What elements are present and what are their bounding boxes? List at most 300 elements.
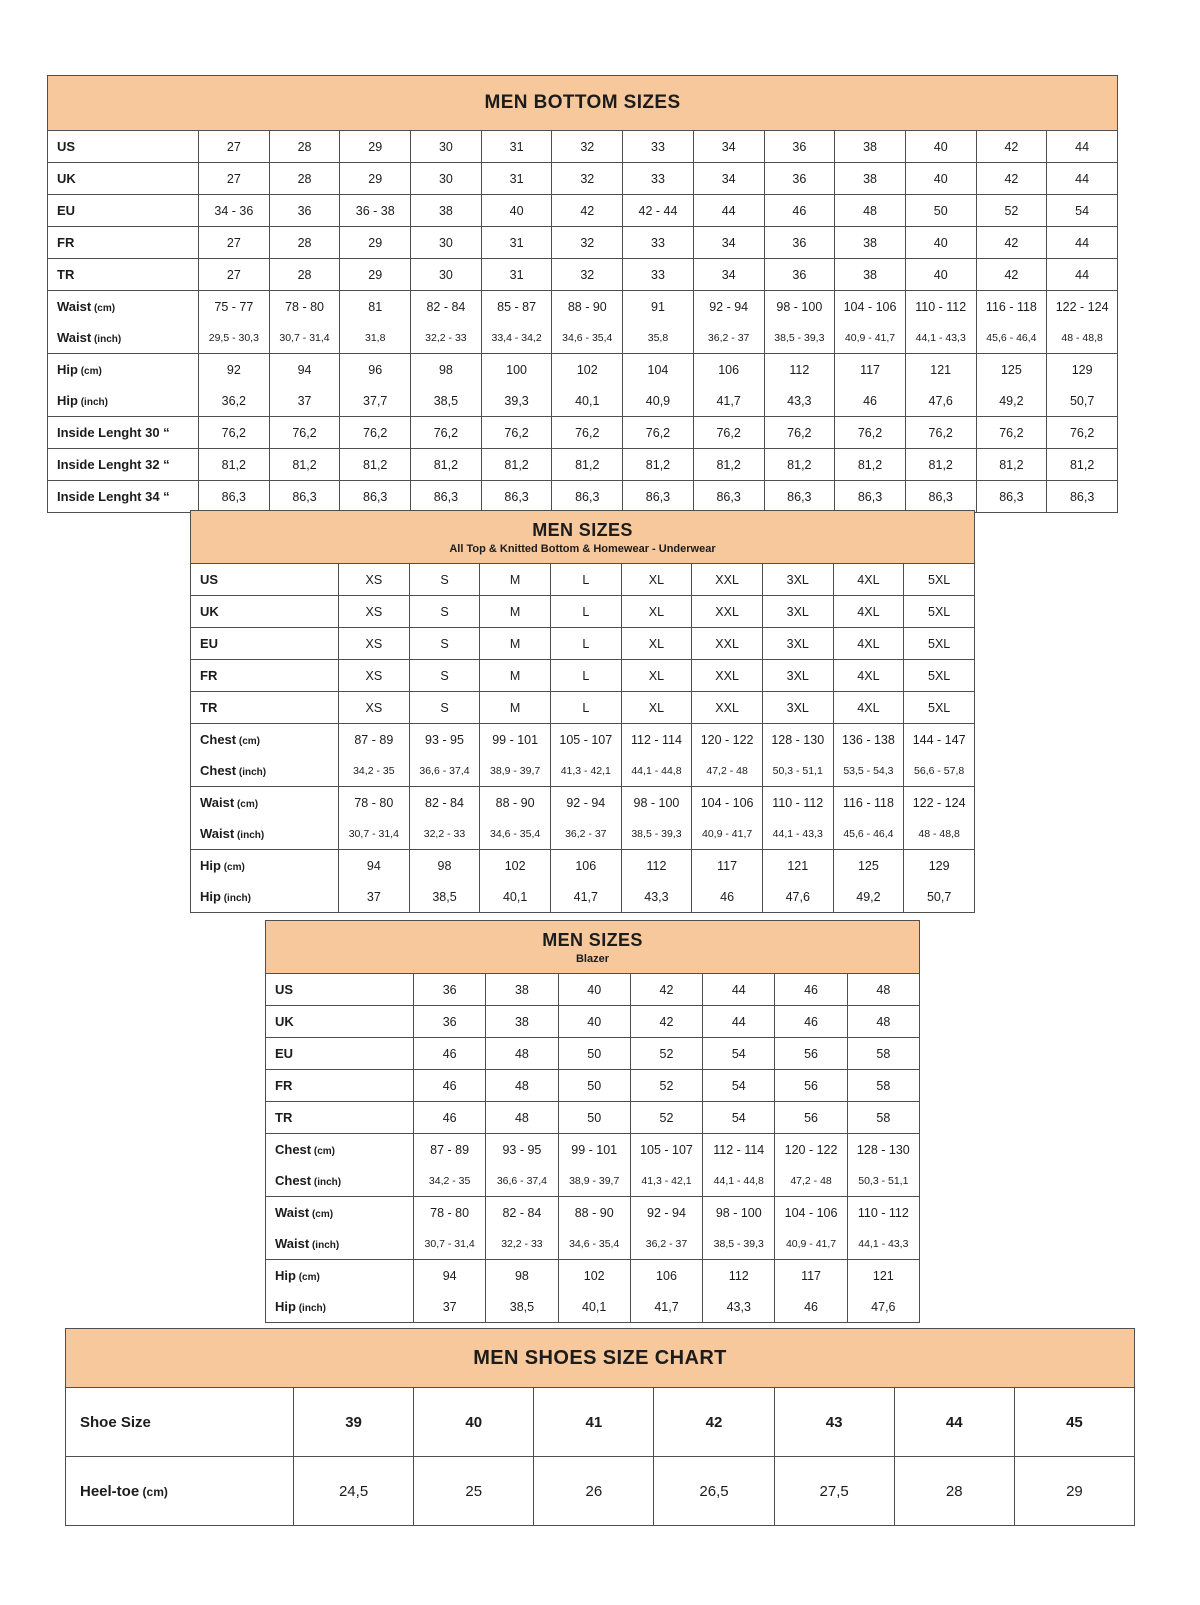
size-cell: 116 - 118 — [976, 291, 1047, 323]
size-cell: 86,3 — [764, 481, 835, 513]
size-cell: 52 — [630, 1070, 702, 1102]
row-label: UK — [48, 163, 199, 195]
size-cell: XL — [621, 628, 692, 660]
size-cell: 42 — [976, 227, 1047, 259]
size-cell: 38 — [486, 974, 558, 1006]
size-cell: 92 - 94 — [550, 787, 621, 819]
table-row — [191, 850, 975, 882]
table-row — [266, 1291, 920, 1323]
size-cell: 91 — [623, 291, 694, 323]
size-cell: 44 — [703, 1006, 775, 1038]
size-cell: 81,2 — [764, 449, 835, 481]
size-cell: 50 — [905, 195, 976, 227]
size-cell: M — [480, 660, 551, 692]
size-cell: 32 — [552, 259, 623, 291]
size-cell: 27,5 — [774, 1457, 894, 1526]
size-cell: 129 — [1047, 354, 1118, 386]
size-cell: 105 - 107 — [630, 1134, 702, 1166]
size-cell: 98 — [411, 354, 482, 386]
size-cell: 87 - 89 — [339, 724, 410, 756]
size-cell: XL — [621, 660, 692, 692]
size-cell: 46 — [775, 1291, 847, 1323]
size-cell: 76,2 — [199, 417, 270, 449]
size-cell: 76,2 — [835, 417, 906, 449]
size-cell: 43,3 — [764, 385, 835, 417]
size-cell: M — [480, 692, 551, 724]
men-shoes-size-chart-title: MEN SHOES SIZE CHART — [473, 1346, 727, 1369]
size-cell: 56,6 - 57,8 — [904, 755, 975, 787]
size-cell: 76,2 — [481, 417, 552, 449]
size-cell: L — [550, 628, 621, 660]
size-cell: 5XL — [904, 692, 975, 724]
table-row — [191, 660, 975, 692]
size-cell: 50 — [558, 1102, 630, 1134]
size-cell: 36,2 — [199, 385, 270, 417]
size-cell: 44,1 - 44,8 — [703, 1165, 775, 1197]
size-cell: 125 — [976, 354, 1047, 386]
size-cell: 86,3 — [623, 481, 694, 513]
size-cell: 34 — [693, 227, 764, 259]
row-label: FR — [266, 1070, 414, 1102]
size-cell: 38 — [486, 1006, 558, 1038]
row-label: Inside Lenght 32 “ — [48, 449, 199, 481]
size-cell: 117 — [775, 1260, 847, 1292]
size-cell: 94 — [414, 1260, 486, 1292]
row-label: Chest (inch) — [266, 1165, 414, 1197]
row-label: Waist (inch) — [266, 1228, 414, 1260]
size-cell: 86,3 — [1047, 481, 1118, 513]
size-cell: 30 — [411, 227, 482, 259]
size-cell: 76,2 — [764, 417, 835, 449]
size-cell: 38 — [411, 195, 482, 227]
size-cell: 98 - 100 — [703, 1197, 775, 1229]
size-cell: 29 — [1014, 1457, 1134, 1526]
size-cell: 46 — [414, 1070, 486, 1102]
size-cell: S — [409, 628, 480, 660]
size-cell: 36 — [414, 974, 486, 1006]
size-cell: 88 - 90 — [558, 1197, 630, 1229]
size-cell: 81,2 — [976, 449, 1047, 481]
size-cell: 36,2 - 37 — [630, 1228, 702, 1260]
size-cell: 58 — [847, 1102, 919, 1134]
size-cell: 104 - 106 — [835, 291, 906, 323]
size-cell: 44,1 - 44,8 — [621, 755, 692, 787]
size-cell: 40,9 - 41,7 — [835, 322, 906, 354]
size-cell: 112 — [703, 1260, 775, 1292]
men-shoes-size-chart — [65, 1328, 1135, 1526]
men-sizes-blazer-title: MEN SIZES — [542, 929, 643, 950]
size-cell: 27 — [199, 227, 270, 259]
size-cell: M — [480, 628, 551, 660]
size-cell: 38,5 — [409, 881, 480, 913]
size-cell: 44 — [1047, 259, 1118, 291]
men-shoes-size-chart-table — [65, 1328, 1135, 1526]
size-cell: 27 — [199, 259, 270, 291]
size-cell: XXL — [692, 628, 763, 660]
size-cell: 88 - 90 — [480, 787, 551, 819]
size-cell: 5XL — [904, 660, 975, 692]
size-cell: 54 — [703, 1102, 775, 1134]
size-cell: 102 — [552, 354, 623, 386]
size-cell: XS — [339, 628, 410, 660]
size-cell: 42 — [976, 163, 1047, 195]
size-cell: 104 — [623, 354, 694, 386]
men-sizes-tops-subtitle: All Top & Knitted Bottom & Homewear - Underwear — [449, 542, 716, 555]
size-cell: 48 — [486, 1102, 558, 1134]
size-cell: 46 — [775, 1006, 847, 1038]
size-cell: 76,2 — [552, 417, 623, 449]
table-row — [66, 1388, 1135, 1457]
table-row — [191, 692, 975, 724]
size-cell: 34,2 - 35 — [414, 1165, 486, 1197]
size-cell: 78 - 80 — [339, 787, 410, 819]
size-cell: 94 — [339, 850, 410, 882]
table-row — [191, 755, 975, 787]
size-cell: 40 — [905, 163, 976, 195]
size-cell: 37 — [269, 385, 340, 417]
size-cell: 54 — [703, 1070, 775, 1102]
men-sizes-blazer-table — [265, 920, 920, 1323]
size-cell: 38,9 - 39,7 — [558, 1165, 630, 1197]
size-cell: 38,5 — [411, 385, 482, 417]
size-cell: 32 — [552, 163, 623, 195]
table-row — [266, 1102, 920, 1134]
size-cell: 46 — [835, 385, 906, 417]
size-cell: 38 — [835, 163, 906, 195]
size-cell: 98 - 100 — [764, 291, 835, 323]
table-row — [266, 1228, 920, 1260]
table-row — [48, 227, 1118, 259]
size-cell: 110 - 112 — [847, 1197, 919, 1229]
size-cell: 36,2 - 37 — [550, 818, 621, 850]
size-cell: 32,2 - 33 — [486, 1228, 558, 1260]
size-cell: 86,3 — [976, 481, 1047, 513]
size-cell: XS — [339, 596, 410, 628]
men-bottom-sizes-table — [47, 75, 1118, 513]
size-cell: 47,2 - 48 — [692, 755, 763, 787]
size-cell: 38,5 - 39,3 — [621, 818, 692, 850]
size-cell: 47,6 — [847, 1291, 919, 1323]
size-cell: 40,1 — [558, 1291, 630, 1323]
size-cell: 48 - 48,8 — [904, 818, 975, 850]
size-cell: 128 - 130 — [762, 724, 833, 756]
size-cell: 34 — [693, 259, 764, 291]
size-cell: 45,6 - 46,4 — [976, 322, 1047, 354]
size-cell: 82 - 84 — [486, 1197, 558, 1229]
size-cell: XS — [339, 564, 410, 596]
men-sizes-tops-header — [191, 511, 975, 564]
size-cell: 86,3 — [199, 481, 270, 513]
table-row — [191, 787, 975, 819]
row-label: UK — [191, 596, 339, 628]
size-cell: S — [409, 660, 480, 692]
size-cell: S — [409, 564, 480, 596]
size-cell: 40 — [558, 1006, 630, 1038]
size-cell: 49,2 — [833, 881, 904, 913]
size-cell: 86,3 — [693, 481, 764, 513]
size-cell: 39 — [294, 1388, 414, 1457]
men-sizes-blazer-header — [266, 921, 920, 974]
size-cell: 48 — [847, 974, 919, 1006]
size-cell: 102 — [480, 850, 551, 882]
table-row — [191, 564, 975, 596]
size-cell: 129 — [904, 850, 975, 882]
size-cell: 54 — [1047, 195, 1118, 227]
size-cell: XS — [339, 660, 410, 692]
size-cell: 49,2 — [976, 385, 1047, 417]
size-cell: 37 — [414, 1291, 486, 1323]
size-cell: XS — [339, 692, 410, 724]
size-cell: 58 — [847, 1070, 919, 1102]
size-cell: 40 — [905, 227, 976, 259]
row-label: Hip (inch) — [191, 881, 339, 913]
size-cell: 40,1 — [480, 881, 551, 913]
size-cell: 86,3 — [340, 481, 411, 513]
row-label: Waist (inch) — [191, 818, 339, 850]
size-cell: 86,3 — [835, 481, 906, 513]
row-label: FR — [191, 660, 339, 692]
row-label: Hip (inch) — [48, 385, 199, 417]
size-cell: 120 - 122 — [692, 724, 763, 756]
size-cell: M — [480, 596, 551, 628]
table-row — [48, 417, 1118, 449]
size-cell: S — [409, 596, 480, 628]
table-row — [48, 131, 1118, 163]
size-cell: 76,2 — [976, 417, 1047, 449]
size-cell: 3XL — [762, 660, 833, 692]
size-cell: 29 — [340, 259, 411, 291]
row-label: EU — [48, 195, 199, 227]
size-cell: 26 — [534, 1457, 654, 1526]
size-cell: 52 — [630, 1102, 702, 1134]
size-cell: 105 - 107 — [550, 724, 621, 756]
size-cell: 44 — [693, 195, 764, 227]
size-cell: 30 — [411, 259, 482, 291]
size-cell: L — [550, 596, 621, 628]
row-label: Chest (cm) — [266, 1134, 414, 1166]
size-cell: 38 — [835, 227, 906, 259]
size-cell: 33 — [623, 163, 694, 195]
size-cell: 112 - 114 — [621, 724, 692, 756]
size-cell: 42 — [630, 974, 702, 1006]
size-cell: 41 — [534, 1388, 654, 1457]
size-cell: 33 — [623, 259, 694, 291]
size-cell: 82 - 84 — [411, 291, 482, 323]
size-cell: 46 — [414, 1038, 486, 1070]
size-cell: 4XL — [833, 692, 904, 724]
row-label: TR — [48, 259, 199, 291]
size-cell: 46 — [764, 195, 835, 227]
size-cell: 44 — [1047, 131, 1118, 163]
size-cell: 76,2 — [340, 417, 411, 449]
size-cell: 29 — [340, 227, 411, 259]
men-bottom-sizes-header — [48, 76, 1118, 131]
size-cell: 42 — [654, 1388, 774, 1457]
size-cell: 52 — [976, 195, 1047, 227]
size-cell: 32,2 - 33 — [409, 818, 480, 850]
size-cell: 35,8 — [623, 322, 694, 354]
size-cell: 30 — [411, 163, 482, 195]
size-cell: 3XL — [762, 596, 833, 628]
size-cell: 48 — [486, 1038, 558, 1070]
size-cell: 76,2 — [693, 417, 764, 449]
size-cell: 92 - 94 — [693, 291, 764, 323]
size-cell: 43,3 — [621, 881, 692, 913]
size-cell: 41,3 - 42,1 — [630, 1165, 702, 1197]
size-cell: 93 - 95 — [486, 1134, 558, 1166]
table-row — [266, 1038, 920, 1070]
size-cell: 81,2 — [693, 449, 764, 481]
row-label: Waist (cm) — [191, 787, 339, 819]
men-shoes-size-chart-header — [66, 1329, 1135, 1388]
size-cell: 41,7 — [693, 385, 764, 417]
table-row — [48, 291, 1118, 323]
size-cell: 24,5 — [294, 1457, 414, 1526]
size-cell: 31 — [481, 131, 552, 163]
size-cell: 121 — [905, 354, 976, 386]
size-cell: 34,2 - 35 — [339, 755, 410, 787]
size-cell: 33 — [623, 227, 694, 259]
table-row — [48, 449, 1118, 481]
size-cell: 40 — [905, 259, 976, 291]
size-cell: 86,3 — [905, 481, 976, 513]
size-cell: 88 - 90 — [552, 291, 623, 323]
size-cell: 42 — [630, 1006, 702, 1038]
size-cell: 40,9 — [623, 385, 694, 417]
size-cell: 38,5 - 39,3 — [703, 1228, 775, 1260]
size-cell: XXL — [692, 596, 763, 628]
size-cell: 116 - 118 — [833, 787, 904, 819]
row-label: US — [266, 974, 414, 1006]
size-cell: 106 — [550, 850, 621, 882]
size-cell: 81,2 — [481, 449, 552, 481]
size-cell: 48 - 48,8 — [1047, 322, 1118, 354]
size-cell: 94 — [269, 354, 340, 386]
size-cell: M — [480, 564, 551, 596]
size-cell: 36,6 - 37,4 — [486, 1165, 558, 1197]
size-cell: 34,6 - 35,4 — [552, 322, 623, 354]
size-cell: 50,3 - 51,1 — [847, 1165, 919, 1197]
size-cell: 28 — [894, 1457, 1014, 1526]
size-cell: 46 — [414, 1102, 486, 1134]
size-cell: XXL — [692, 692, 763, 724]
size-cell: 31 — [481, 163, 552, 195]
size-cell: 106 — [693, 354, 764, 386]
size-cell: 28 — [269, 131, 340, 163]
table-row — [191, 818, 975, 850]
size-cell: 38,5 — [486, 1291, 558, 1323]
size-cell: 44 — [1047, 163, 1118, 195]
size-cell: 76,2 — [1047, 417, 1118, 449]
size-cell: XXL — [692, 564, 763, 596]
size-cell: 81,2 — [1047, 449, 1118, 481]
size-cell: 81,2 — [835, 449, 906, 481]
size-cell: 82 - 84 — [409, 787, 480, 819]
size-cell: 36,6 - 37,4 — [409, 755, 480, 787]
row-label: TR — [191, 692, 339, 724]
size-cell: 104 - 106 — [692, 787, 763, 819]
size-cell: 29 — [340, 131, 411, 163]
row-label: Shoe Size — [66, 1388, 294, 1457]
table-row — [191, 881, 975, 913]
size-cell: 98 — [409, 850, 480, 882]
row-label: EU — [191, 628, 339, 660]
size-cell: 86,3 — [411, 481, 482, 513]
size-cell: 32 — [552, 227, 623, 259]
table-row — [48, 385, 1118, 417]
size-cell: 5XL — [904, 628, 975, 660]
size-cell: 30,7 - 31,4 — [269, 322, 340, 354]
size-cell: 87 - 89 — [414, 1134, 486, 1166]
size-cell: 56 — [775, 1102, 847, 1134]
size-cell: 112 - 114 — [703, 1134, 775, 1166]
table-row — [266, 1260, 920, 1292]
size-cell: 36 — [764, 163, 835, 195]
size-cell: 38 — [835, 259, 906, 291]
size-cell: 33,4 - 34,2 — [481, 322, 552, 354]
size-cell: 81,2 — [552, 449, 623, 481]
size-cell: 122 - 124 — [1047, 291, 1118, 323]
size-cell: 36 — [414, 1006, 486, 1038]
size-cell: 32,2 - 33 — [411, 322, 482, 354]
men-sizes-blazer-subtitle: Blazer — [575, 952, 610, 965]
size-cell: 38,9 - 39,7 — [480, 755, 551, 787]
size-cell: 42 — [976, 259, 1047, 291]
size-cell: XL — [621, 692, 692, 724]
size-cell: 40,1 — [552, 385, 623, 417]
size-cell: 28 — [269, 227, 340, 259]
size-cell: 112 — [764, 354, 835, 386]
size-cell: 39,3 — [481, 385, 552, 417]
size-cell: 36 — [764, 131, 835, 163]
size-cell: XL — [621, 596, 692, 628]
table-row — [191, 724, 975, 756]
row-label: Hip (cm) — [191, 850, 339, 882]
size-cell: 34 — [693, 163, 764, 195]
size-cell: 42 — [552, 195, 623, 227]
size-cell: 30 — [411, 131, 482, 163]
size-cell: 81 — [340, 291, 411, 323]
table-row — [191, 596, 975, 628]
table-row — [266, 1165, 920, 1197]
size-cell: 76,2 — [905, 417, 976, 449]
size-cell: 44,1 - 43,3 — [762, 818, 833, 850]
size-cell: 33 — [623, 131, 694, 163]
men-sizes-tops-title: MEN SIZES — [532, 519, 633, 540]
row-label: Inside Lenght 30 “ — [48, 417, 199, 449]
size-cell: 28 — [269, 259, 340, 291]
size-cell: 47,2 - 48 — [775, 1165, 847, 1197]
size-cell: 112 — [621, 850, 692, 882]
table-row — [48, 163, 1118, 195]
size-cell: 43,3 — [703, 1291, 775, 1323]
size-cell: 122 - 124 — [904, 787, 975, 819]
size-cell: 45,6 - 46,4 — [833, 818, 904, 850]
size-cell: L — [550, 692, 621, 724]
row-label: US — [48, 131, 199, 163]
size-cell: 31 — [481, 227, 552, 259]
row-label: Hip (inch) — [266, 1291, 414, 1323]
size-cell: 45 — [1014, 1388, 1134, 1457]
size-cell: 92 — [199, 354, 270, 386]
row-label: FR — [48, 227, 199, 259]
row-label: Inside Lenght 34 “ — [48, 481, 199, 513]
row-label: Waist (inch) — [48, 322, 199, 354]
size-cell: 100 — [481, 354, 552, 386]
size-cell: 41,7 — [550, 881, 621, 913]
size-cell: 54 — [703, 1038, 775, 1070]
size-cell: 4XL — [833, 596, 904, 628]
